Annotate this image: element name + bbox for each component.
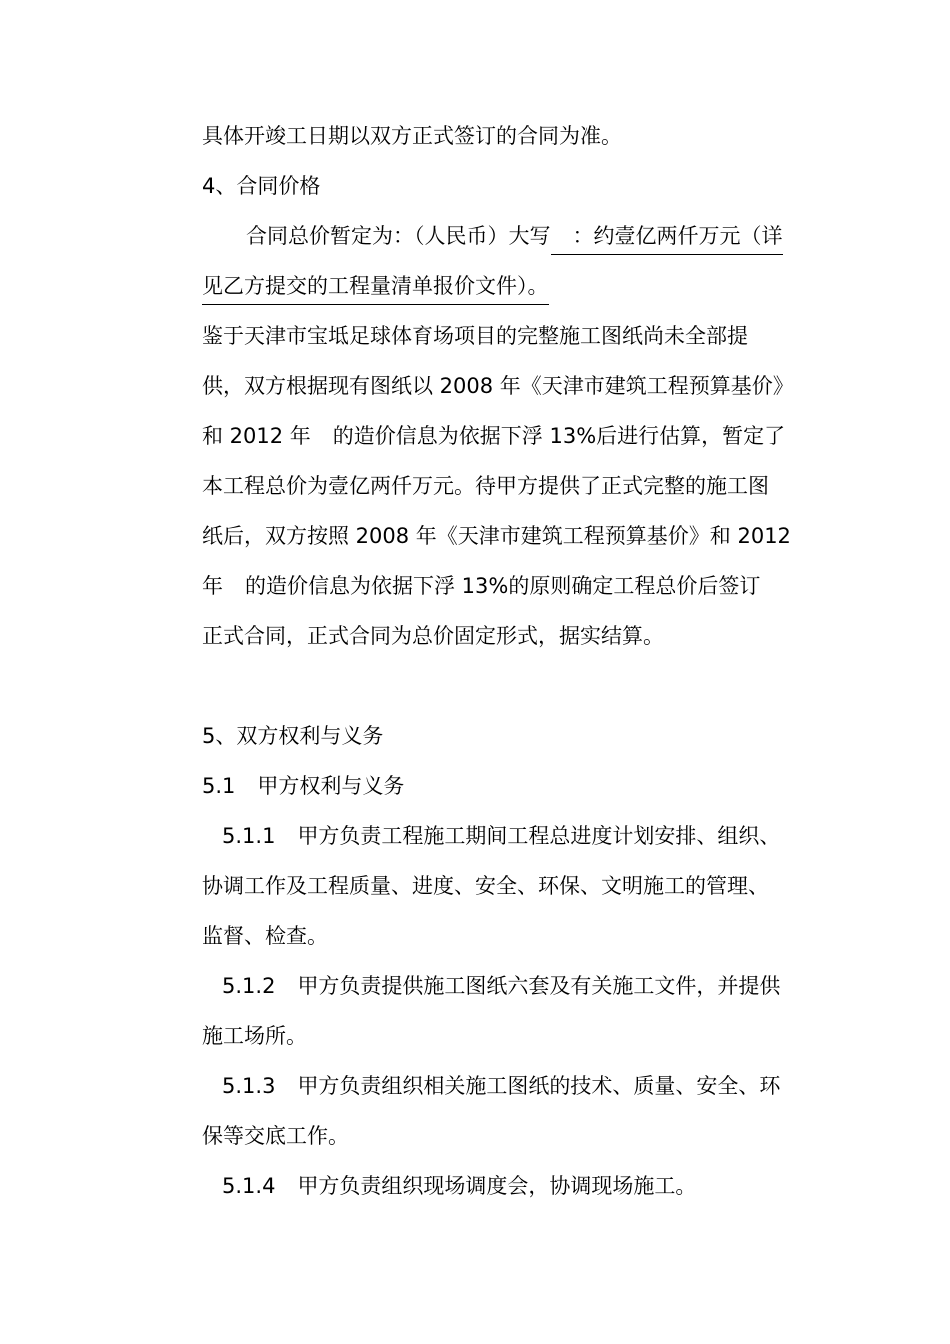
text-line [202, 622, 664, 650]
text-line [202, 472, 769, 500]
paragraph-text: 鉴于天津市宝坻足球体育场项目的完整施工图纸尚未全部提 [202, 324, 748, 348]
clause-number: 5.1.2 [222, 974, 276, 998]
text-line [202, 872, 769, 900]
text-line [202, 1022, 307, 1050]
paragraph-text: 供，双方根据现有图纸以 2008 年《天津市建筑工程预算基价》 [202, 374, 794, 398]
clause-text: 甲方负责组织现场调度会，协调现场施工。 [297, 1174, 697, 1198]
heading-text: 4、合同价格 [202, 174, 321, 198]
clause-text: 保等交底工作。 [202, 1124, 349, 1148]
clause-5-1-3 [222, 1072, 780, 1100]
clause-text: 甲方负责组织相关施工图纸的技术、质量、安全、环 [297, 1074, 781, 1098]
paragraph-text: 年 [202, 574, 223, 598]
price-fill-field [551, 224, 783, 255]
paragraph-text: 正式合同，正式合同为总价固定形式，据实结算。 [202, 624, 664, 648]
clause-text: 施工场所。 [202, 1024, 307, 1048]
paragraph-text: 的造价信息为依据下浮 13%后进行估算，暂定了 [332, 424, 786, 448]
section-heading-4 [202, 172, 320, 200]
paragraph-text: 和 2012 年 [202, 424, 311, 448]
clause-5-1-2 [222, 972, 780, 1000]
clause-number: 5.1.1 [222, 824, 276, 848]
clause-text: 协调工作及工程质量、进度、安全、环保、文明施工的管理、 [202, 874, 769, 898]
text-line [202, 322, 748, 350]
price-fill-field-cont [202, 274, 549, 305]
price-label: 合同总价暂定为：（人民币）大写 [246, 224, 551, 248]
paragraph-text: 纸后，双方按照 2008 年《天津市建筑工程预算基价》和 2012 [202, 524, 791, 548]
price-amount: ：约壹亿两仟万元（详 [572, 224, 783, 248]
clause-text: 甲方负责工程施工期间工程总进度计划安排、组织、 [297, 824, 781, 848]
clause-5-1-1 [222, 822, 780, 850]
text-line [202, 1122, 349, 1150]
clause-text: 监督、检查。 [202, 924, 328, 948]
text-line [202, 922, 328, 950]
text-line [202, 572, 760, 600]
clause-number: 5.1.4 [222, 1174, 276, 1198]
price-amount-cont: 见乙方提交的工程量清单报价文件）。 [202, 274, 549, 298]
paragraph-text: 具体开竣工日期以双方正式签订的合同为准。 [202, 124, 622, 148]
clause-5-1-4 [222, 1172, 696, 1200]
text-line [202, 372, 794, 400]
text-line [202, 422, 785, 450]
contract-price-line [246, 222, 783, 250]
paragraph-text: 本工程总价为壹亿两仟万元。待甲方提供了正式完整的施工图 [202, 474, 769, 498]
clause-number: 5.1.3 [222, 1074, 276, 1098]
section-heading-5 [202, 722, 383, 750]
clause-text: 甲方负责提供施工图纸六套及有关施工文件，并提供 [297, 974, 781, 998]
subsection-heading-5-1 [202, 772, 404, 800]
heading-text: 5、双方权利与义务 [202, 724, 384, 748]
text-line [202, 522, 791, 550]
paragraph-text: 的造价信息为依据下浮 13%的原则确定工程总价后签订 [245, 574, 761, 598]
clause-number: 5.1 [202, 774, 236, 798]
contract-price-line-cont [202, 272, 549, 300]
heading-text: 甲方权利与义务 [257, 774, 405, 798]
text-line [202, 122, 622, 150]
